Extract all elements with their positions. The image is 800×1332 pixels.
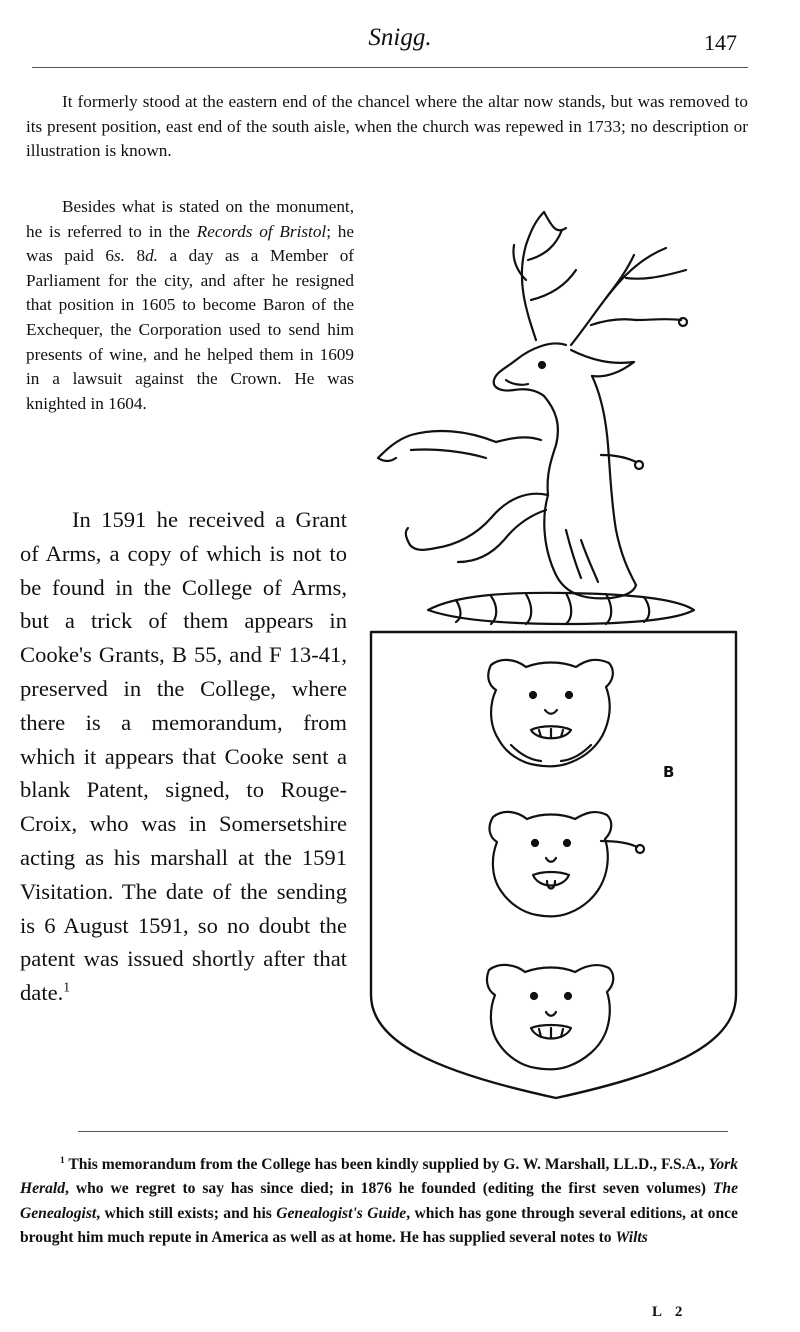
running-head: Snigg.: [368, 24, 432, 51]
footnote-reference: 1: [63, 979, 71, 995]
leopard-face-2: [490, 812, 644, 916]
leopard-face-3: [487, 965, 613, 1069]
page-number: 147: [704, 30, 737, 55]
footnote-marker: 1: [60, 1155, 65, 1166]
coat-of-arms-illustration: [366, 200, 746, 1105]
paragraph-grant-of-arms: In 1591 he received a Grant of Arms, a copy of which is not to be found in the College of Arms, but a trick of them appears in Cooke's Grants, B 55, and F 13-41, preserved in the College, where there is a memorandum, from which it appears that Cooke sent a blank Patent, signed, to Rouge-Croix, who was in Somersetshire acting as his marshall at the 1591 Visitation. The date of the sending is 6 August 1591, so no doubt the patent was issued shortly after that date.$^1$: [20, 507, 347, 1006]
footnote-rule: [78, 1131, 728, 1132]
footnote: $^1$ This memorandum from the College has been kindly supplied by G. W. Marshall, LL.D., F.S.A., York Herald, who we regret to say has since died; in 1876 he founded (editing the first seven volumes) The Genealogist, which still exists; and his Genealogist's Guide, which has gone through several editions, at once brought him much repute in America as well as at home. He has supplied several notes to Wilts: [20, 1155, 738, 1247]
intro-paragraph: It formerly stood at the eastern end of the chancel where the altar now stands, but was removed to its present position, east end of the south aisle, when the church was repewed in 1733; no description or illustration is known.: [26, 92, 748, 160]
leopard-face-1: [488, 660, 613, 767]
stag-crest: [378, 212, 694, 624]
paragraph-records: Besides what is stated on the monument, he is referred to in the Records of Bristol; he was paid 6s. 8d. a day as a Member of Parliament for the city, and after he resigned that position in 1605 to become Baron of the Exchequer, the Corporation used to send him presents of wine, and he helped them in 1609 in a lawsuit against the Crown. He was knighted in 1604.: [26, 197, 355, 413]
signature-mark: L 2: [652, 1304, 688, 1320]
tincture-label: B: [663, 763, 675, 781]
italic-records-of-bristol: Records of Bristol: [196, 221, 327, 241]
shield-outline: [371, 632, 736, 1098]
header-rule: [32, 67, 748, 68]
